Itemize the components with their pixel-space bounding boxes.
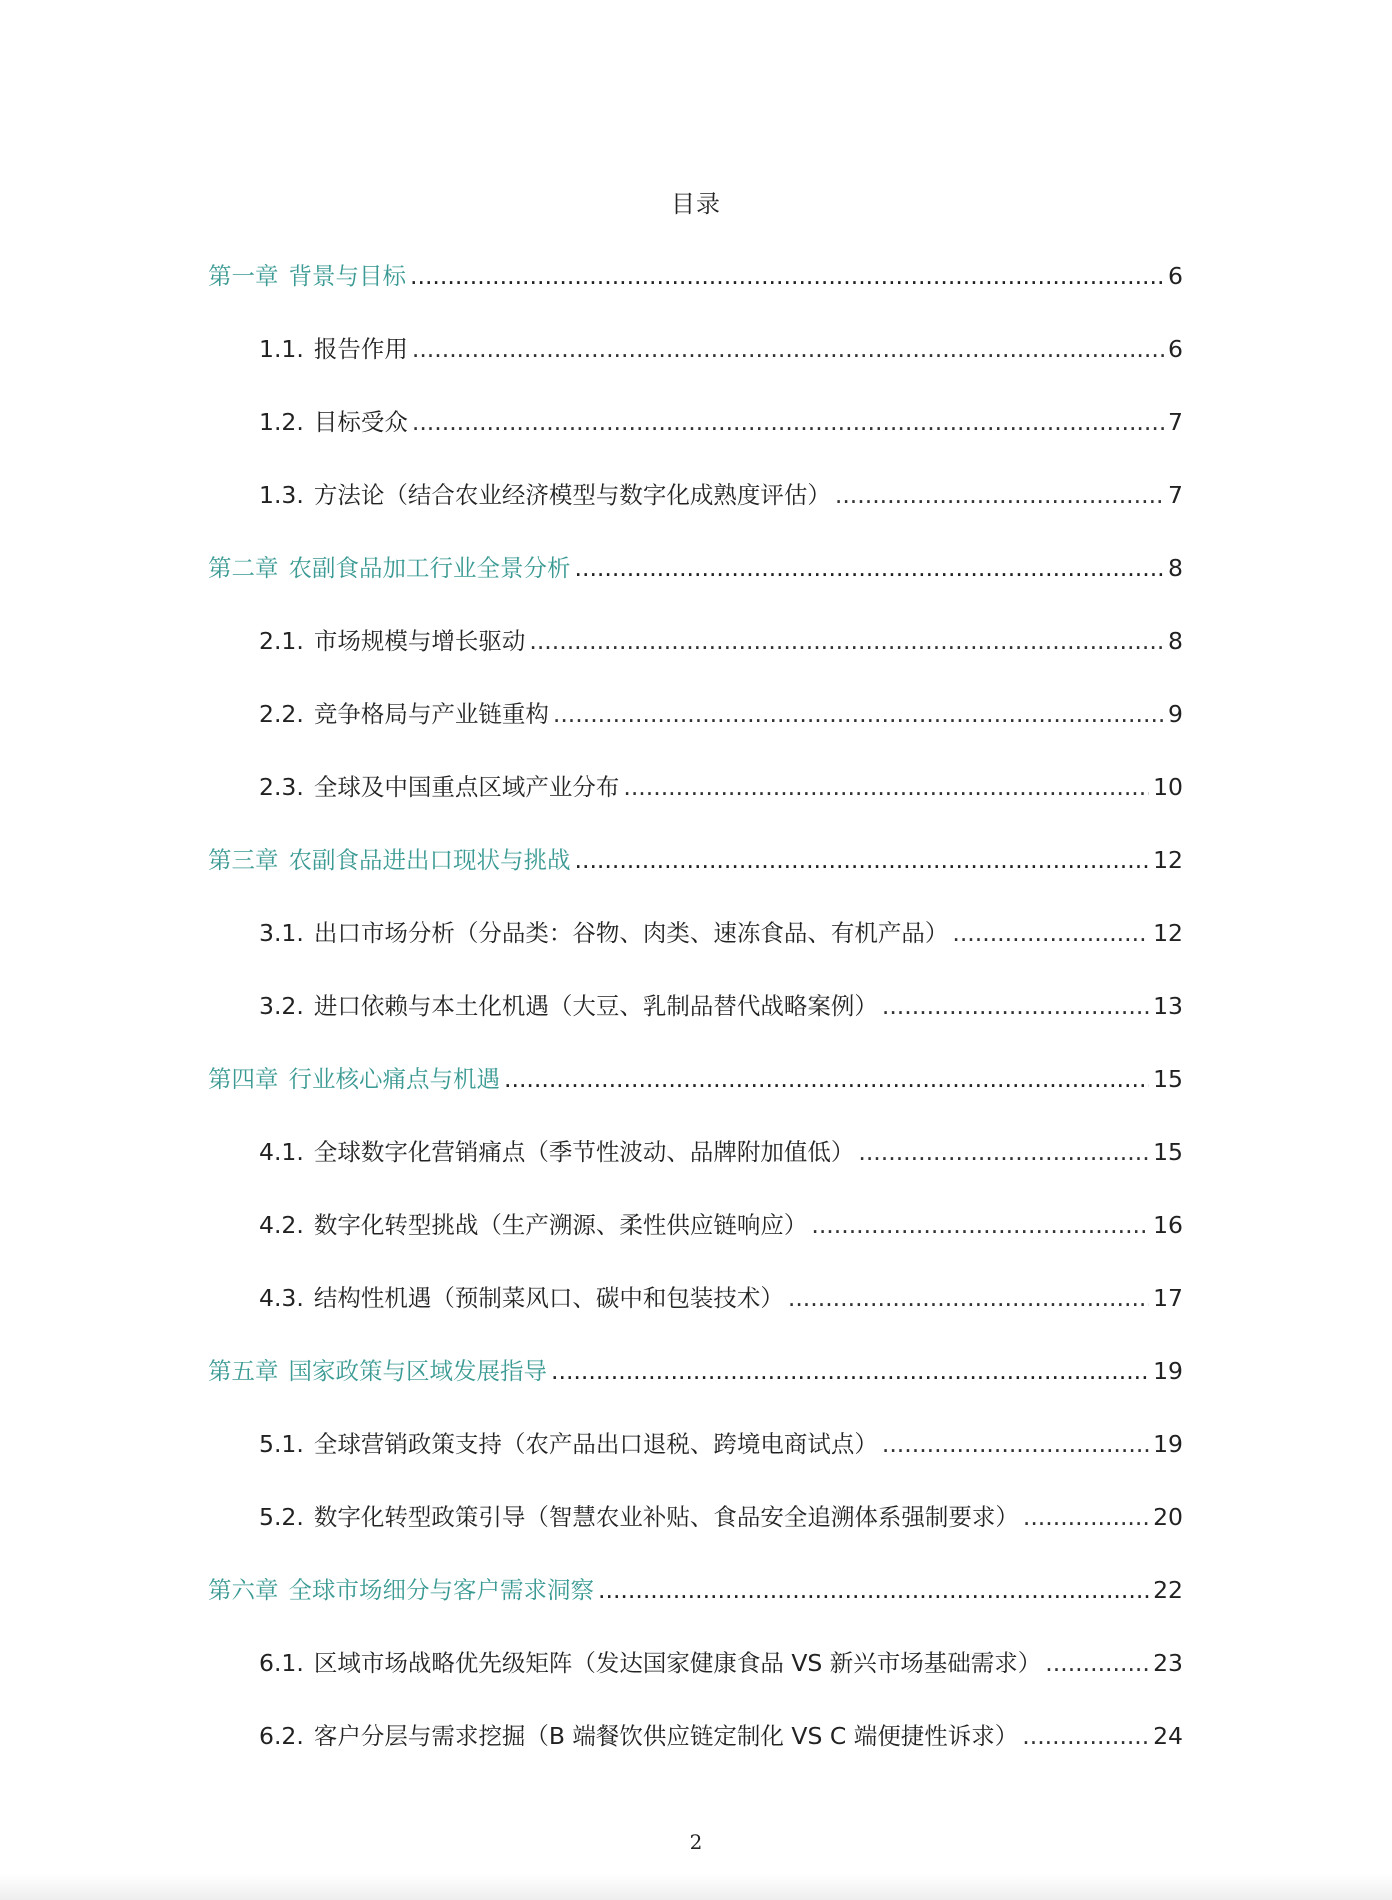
toc-section-entry[interactable] <box>208 325 1183 398</box>
toc-entry-text: 背景与目标 <box>288 262 406 290</box>
toc-section-entry[interactable] <box>208 1639 1183 1712</box>
toc-leader-dots <box>835 471 1164 519</box>
toc-entry-label <box>259 1712 1018 1760</box>
toc-page-number: 12 <box>1153 919 1183 947</box>
toc-page-number: 6 <box>1168 262 1183 290</box>
toc-page-number: 12 <box>1153 846 1183 874</box>
toc-section-entry[interactable] <box>208 1712 1183 1785</box>
page-number-footer: 2 <box>689 1830 703 1854</box>
toc-entry-text: 全球市场细分与客户需求洞察 <box>288 1576 594 1604</box>
toc-entry-label <box>259 471 831 519</box>
toc-page-number: 19 <box>1153 1430 1183 1458</box>
toc-chapter-entry[interactable] <box>208 1055 1183 1128</box>
toc-page-number: 17 <box>1153 1284 1183 1312</box>
toc-page-number: 13 <box>1153 992 1183 1020</box>
toc-entry-text: 市场规模与增长驱动 <box>313 627 526 655</box>
toc-entry-label <box>259 1128 854 1176</box>
toc-section-entry[interactable] <box>208 1274 1183 1347</box>
toc-entry-text: 农副食品加工行业全景分析 <box>288 554 571 582</box>
toc-page-number: 15 <box>1153 1065 1183 1093</box>
toc-entry-label <box>259 982 878 1030</box>
toc-entry-label <box>259 617 525 665</box>
toc-leader-dots <box>575 836 1150 884</box>
toc-entry-number: 第四章 <box>208 1065 279 1093</box>
toc-leader-dots <box>598 1566 1149 1614</box>
toc-leader-dots <box>882 1420 1149 1468</box>
toc-entry-label <box>259 1274 784 1322</box>
toc-entry-label <box>259 1639 1041 1687</box>
toc-entry-text: 方法论（结合农业经济模型与数字化成熟度评估） <box>313 481 831 509</box>
toc-chapter-entry[interactable] <box>208 544 1183 617</box>
toc-entry-text: 出口市场分析（分品类：谷物、肉类、速冻食品、有机产品） <box>313 919 949 947</box>
toc-page-number: 6 <box>1168 335 1183 363</box>
toc-entry-number: 第五章 <box>208 1357 279 1385</box>
toc-page-number: 10 <box>1153 773 1183 801</box>
toc-page-number: 7 <box>1168 408 1183 436</box>
toc-entry-number: 2.2. <box>259 700 304 728</box>
toc-entry-label <box>259 1493 1019 1541</box>
toc-section-entry[interactable] <box>208 617 1183 690</box>
toc-entry-label <box>208 1566 594 1614</box>
toc-page-number: 19 <box>1153 1357 1183 1385</box>
toc-entry-number: 第二章 <box>208 554 279 582</box>
toc-page-number: 23 <box>1153 1649 1183 1677</box>
toc-page-number: 22 <box>1153 1576 1183 1604</box>
toc-entry-text: 客户分层与需求挖掘（B 端餐饮供应链定制化 VS C 端便捷性诉求） <box>313 1722 1019 1750</box>
toc-leader-dots <box>575 544 1165 592</box>
toc-leader-dots <box>952 909 1149 957</box>
toc-entry-text: 报告作用 <box>313 335 408 363</box>
toc-chapter-entry[interactable] <box>208 836 1183 909</box>
toc-title: 目录 <box>671 190 721 218</box>
toc-section-entry[interactable] <box>208 1128 1183 1201</box>
toc-leader-dots <box>623 763 1149 811</box>
toc-entry-text: 数字化转型挑战（生产溯源、柔性供应链响应） <box>313 1211 808 1239</box>
toc-section-entry[interactable] <box>208 1420 1183 1493</box>
toc-entry-number: 1.2. <box>259 408 304 436</box>
toc-leader-dots <box>412 398 1164 446</box>
toc-leader-dots <box>529 617 1164 665</box>
table-of-contents <box>208 252 1183 1785</box>
toc-leader-dots <box>553 690 1164 738</box>
toc-leader-dots <box>1022 1712 1149 1760</box>
toc-section-entry[interactable] <box>208 1493 1183 1566</box>
toc-entry-label <box>208 1347 547 1395</box>
toc-page-number: 7 <box>1168 481 1183 509</box>
toc-entry-number: 3.2. <box>259 992 304 1020</box>
toc-entry-number: 6.1. <box>259 1649 304 1677</box>
toc-entry-text: 区域市场战略优先级矩阵（发达国家健康食品 VS 新兴市场基础需求） <box>313 1649 1042 1677</box>
toc-chapter-entry[interactable] <box>208 1566 1183 1639</box>
toc-entry-text: 竞争格局与产业链重构 <box>313 700 549 728</box>
toc-entry-number: 1.1. <box>259 335 304 363</box>
toc-entry-label <box>208 1055 500 1103</box>
toc-entry-text: 农副食品进出口现状与挑战 <box>288 846 571 874</box>
toc-page-number: 16 <box>1153 1211 1183 1239</box>
toc-page-number: 8 <box>1168 554 1183 582</box>
toc-section-entry[interactable] <box>208 909 1183 982</box>
toc-entry-number: 6.2. <box>259 1722 304 1750</box>
toc-entry-text: 结构性机遇（预制菜风口、碳中和包装技术） <box>313 1284 784 1312</box>
toc-page-number: 15 <box>1153 1138 1183 1166</box>
toc-section-entry[interactable] <box>208 398 1183 471</box>
toc-page-number: 8 <box>1168 627 1183 655</box>
toc-leader-dots <box>858 1128 1149 1176</box>
toc-leader-dots <box>412 325 1164 373</box>
toc-entry-text: 全球数字化营销痛点（季节性波动、品牌附加值低） <box>313 1138 855 1166</box>
toc-entry-label <box>259 398 408 446</box>
toc-entry-label <box>259 763 619 811</box>
toc-entry-text: 目标受众 <box>313 408 408 436</box>
toc-section-entry[interactable] <box>208 471 1183 544</box>
toc-leader-dots <box>504 1055 1149 1103</box>
toc-entry-text: 进口依赖与本土化机遇（大豆、乳制品替代战略案例） <box>313 992 878 1020</box>
toc-entry-text: 数字化转型政策引导（智慧农业补贴、食品安全追溯体系强制要求） <box>313 1503 1019 1531</box>
toc-page-number: 9 <box>1168 700 1183 728</box>
toc-leader-dots <box>551 1347 1149 1395</box>
toc-section-entry[interactable] <box>208 1201 1183 1274</box>
toc-entry-number: 第六章 <box>208 1576 279 1604</box>
toc-entry-label <box>259 909 948 957</box>
toc-section-entry[interactable] <box>208 982 1183 1055</box>
toc-entry-number: 4.1. <box>259 1138 304 1166</box>
toc-page-number: 20 <box>1153 1503 1183 1531</box>
toc-entry-label <box>208 544 571 592</box>
toc-entry-label <box>259 325 408 373</box>
toc-entry-number: 2.3. <box>259 773 304 801</box>
toc-entry-text: 国家政策与区域发展指导 <box>288 1357 547 1385</box>
toc-chapter-entry[interactable] <box>208 252 1183 325</box>
toc-leader-dots <box>1023 1493 1149 1541</box>
page-bottom-shadow <box>0 1874 1392 1900</box>
toc-entry-number: 2.1. <box>259 627 304 655</box>
toc-entry-number: 3.1. <box>259 919 304 947</box>
toc-entry-number: 5.1. <box>259 1430 304 1458</box>
toc-leader-dots <box>882 982 1149 1030</box>
toc-section-entry[interactable] <box>208 763 1183 836</box>
toc-leader-dots <box>811 1201 1149 1249</box>
toc-entry-number: 1.3. <box>259 481 304 509</box>
toc-entry-text: 全球及中国重点区域产业分布 <box>313 773 620 801</box>
toc-entry-number: 第一章 <box>208 262 279 290</box>
toc-entry-label <box>259 1420 878 1468</box>
toc-leader-dots <box>1045 1639 1149 1687</box>
toc-leader-dots <box>788 1274 1149 1322</box>
toc-entry-label <box>208 836 571 884</box>
toc-chapter-entry[interactable] <box>208 1347 1183 1420</box>
toc-entry-label <box>208 252 406 300</box>
toc-entry-label <box>259 1201 807 1249</box>
toc-page-number: 24 <box>1153 1722 1183 1750</box>
toc-entry-number: 4.2. <box>259 1211 304 1239</box>
toc-entry-text: 全球营销政策支持（农产品出口退税、跨境电商试点） <box>313 1430 878 1458</box>
toc-entry-label <box>259 690 549 738</box>
toc-leader-dots <box>410 252 1164 300</box>
toc-section-entry[interactable] <box>208 690 1183 763</box>
toc-entry-number: 第三章 <box>208 846 279 874</box>
toc-entry-number: 5.2. <box>259 1503 304 1531</box>
toc-entry-text: 行业核心痛点与机遇 <box>288 1065 500 1093</box>
toc-entry-number: 4.3. <box>259 1284 304 1312</box>
